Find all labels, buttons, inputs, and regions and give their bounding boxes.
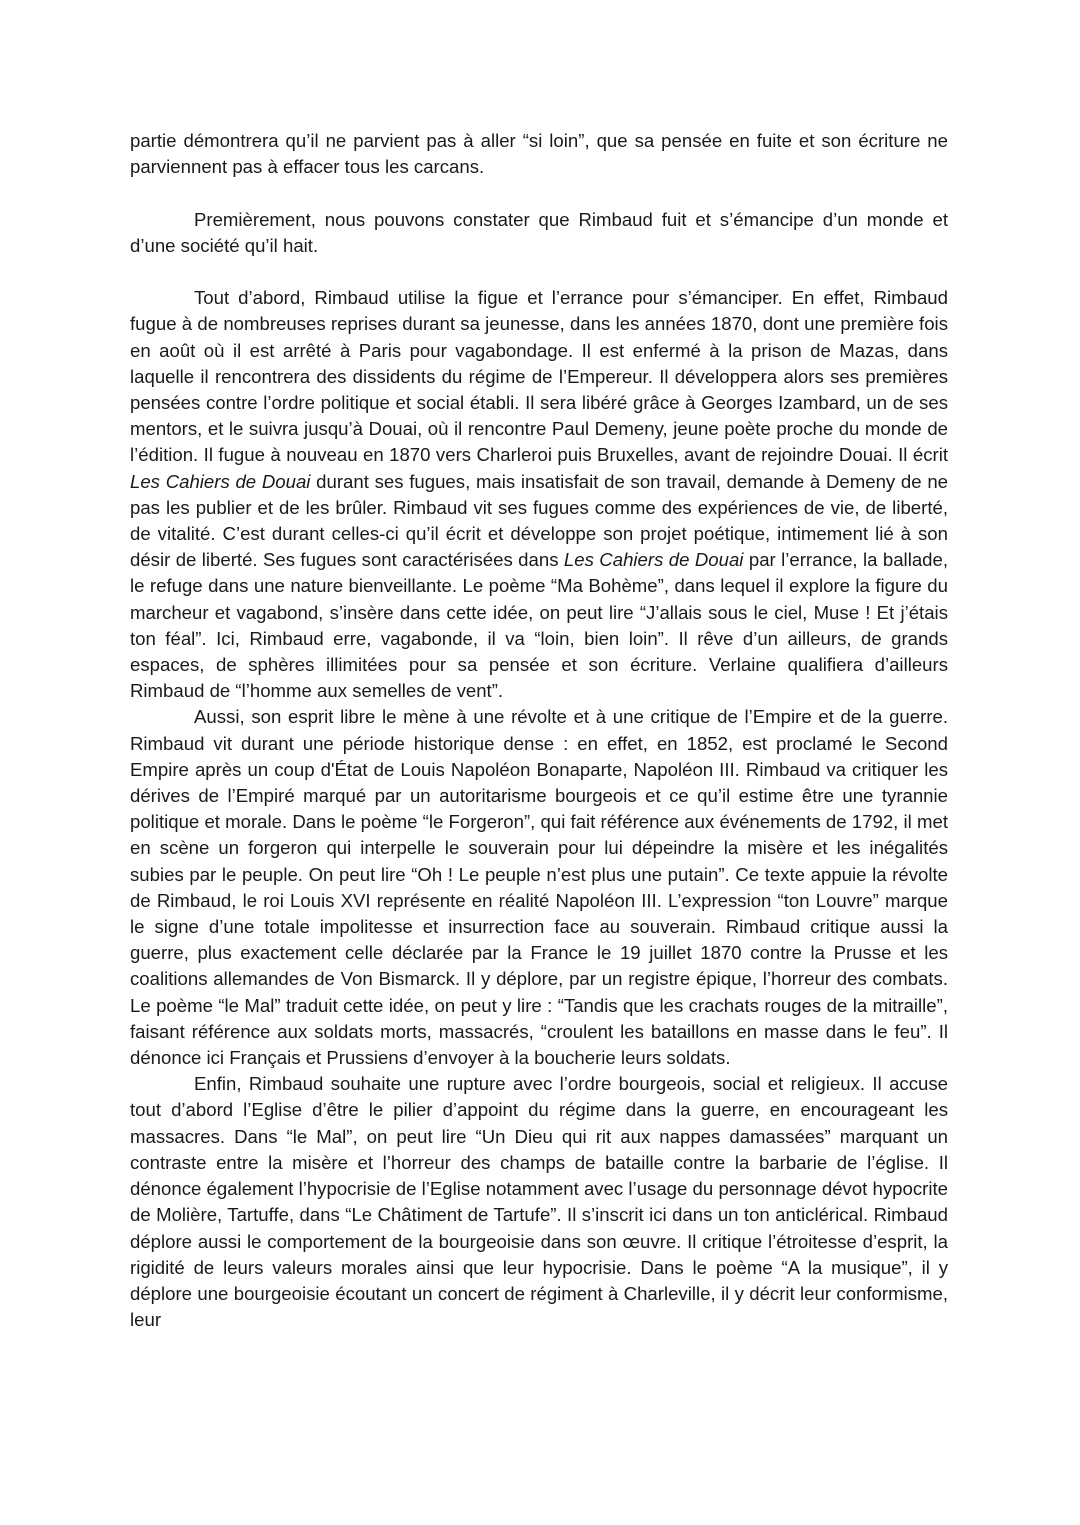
- text-run: Tout d’abord, Rimbaud utilise la figue et l’errance pour s’émanciper. En effet, Rimbaud fugue à de nombreuses reprises durant sa jeunesse, dans les années 1870, dont une première fois en août où il est arrêté à Paris pour vagabondage. Il est enfermé à la prison de Mazas, dans laquelle il rencontrera des dissidents du régime de l’Empereur. Il développera alors ses premières pensées contre l’ordre politique et social établi. Il sera libéré grâce à Georges Izambard, un de ses mentors, et le suivra jusqu’à Douai, où il rencontre Paul Demeny, jeune poète proche du monde de l’édition. Il fugue à nouveau en 1870 vers Charleroi puis Bruxelles, avant de rejoindre Douai. Il écrit: [130, 287, 948, 466]
- document-page: [130, 128, 948, 1333]
- paragraph-section-intro: [130, 207, 948, 259]
- text-run: Enfin, Rimbaud souhaite une rupture avec l’ordre bourgeois, social et religieux. Il accuse tout d’abord l’Eglise d’être le pilier d’appoint du régime dans la guerre, en encourageant les massacres. Dans “le Mal”, on peut lire “Un Dieu qui rit aux nappes damassées” marquant un contraste entre la misère et l’horreur des champs de bataille contre la barbarie de l’église. Il dénonce également l’hypocrisie de l’Eglise notamment avec l’usage du personnage dévot hypocrite de Molière, Tartuffe, dans “Le Châtiment de Tartufe”. Il s’inscrit ici dans un ton anticlérical. Rimbaud déplore aussi le comportement de la bourgeoisie dans son œuvre. Il critique l’étroitesse d’esprit, la rigidité de leurs valeurs morales ainsi que leur hypocrisie. Dans le poème “A la musique”, il y déplore une bourgeoisie écoutant un concert de régiment à Charleville, il y décrit leur conformisme, leur: [130, 1073, 948, 1331]
- text-run: durant ses fugues, mais insatisfait de son travail, demande à Demeny de ne pas les publier et de les brûler. Rimbaud vit ses fugues comme des expériences de vie, de liberté, de vitalité. C’est durant celles-ci qu’il écrit et développe son projet poétique, intimement lié à son désir de liberté. Ses fugues sont caractérisées dans: [130, 470, 948, 571]
- text-run: Premièrement, nous pouvons constater que Rimbaud fuit et s’émancipe d’un monde et d’une société qu’il hait.: [130, 208, 948, 256]
- book-title: Les Cahiers de Douai: [130, 470, 311, 492]
- text-run: Aussi, son esprit libre le mène à une révolte et à une critique de l’Empire et de la guerre. Rimbaud vit durant une période historique dense : en effet, en 1852, est proclamé le Second Empire après un coup d'État de Louis Napoléon Bonaparte, Napoléon III. Rimbaud va critiquer les dérives de l’Empiré marqué par un autoritarisme bourgeois et ce qu’il estime être une tyrannie politique et morale. Dans le poème “le Forgeron”, qui fait référence aux événements de 1792, il met en scène un forgeron qui interpelle le souverain pour lui dépeindre la misère et les inégalités subies par le peuple. On peut lire “Oh ! Le peuple n’est plus une putain”. Ce texte appuie la révolte de Rimbaud, le roi Louis XVI représente en réalité Napoléon III. L’expression “ton Louvre” marque le signe d’une totale impolitesse et insurrection face au souverain. Rimbaud critique aussi la guerre, plus exactement celle déclarée par la France le 19 juillet 1870 contre la Prusse et les coalitions allemandes de Von Bismarck. Il y déplore, par un registre épique, l’horreur des combats. Le poème “le Mal” traduit cette idée, on peut y lire : “Tandis que les crachats rouges de la mitraille”, faisant référence aux soldats morts, massacrés, “croulent les bataillons en masse dans le feu”. Il dénonce ici Français et Prussiens d’envoyer à la boucherie leurs soldats.: [130, 706, 948, 1069]
- paragraph-empire-guerre: [130, 704, 948, 1071]
- text-run: par l’errance, la ballade, le refuge dans une nature bienveillante. Le poème “Ma Bohème”, dans lequel il explore la figure du marcheur et vagabond, s’insère dans cette idée, on peut lire “J’allais sous le ciel, Muse ! Et j’étais ton féal”. Ici, Rimbaud erre, vagabonde, il va “loin, bien loin”. Il rêve d’un ailleurs, de grands espaces, de sphères illimitées pour sa pensée et son écriture. Verlaine qualifiera d’ailleurs Rimbaud de “l’homme aux semelles de vent”.: [130, 549, 949, 702]
- paragraph-fugue-errance: [130, 285, 948, 704]
- paragraph-transition: [130, 128, 948, 180]
- paragraph-ordre-bourgeois: [130, 1071, 948, 1333]
- text-run: partie démontrera qu’il ne parvient pas à aller “si loin”, que sa pensée en fuite et son écriture ne parviennent pas à effacer tous les carcans.: [130, 130, 948, 178]
- book-title: Les Cahiers de Douai: [563, 549, 744, 571]
